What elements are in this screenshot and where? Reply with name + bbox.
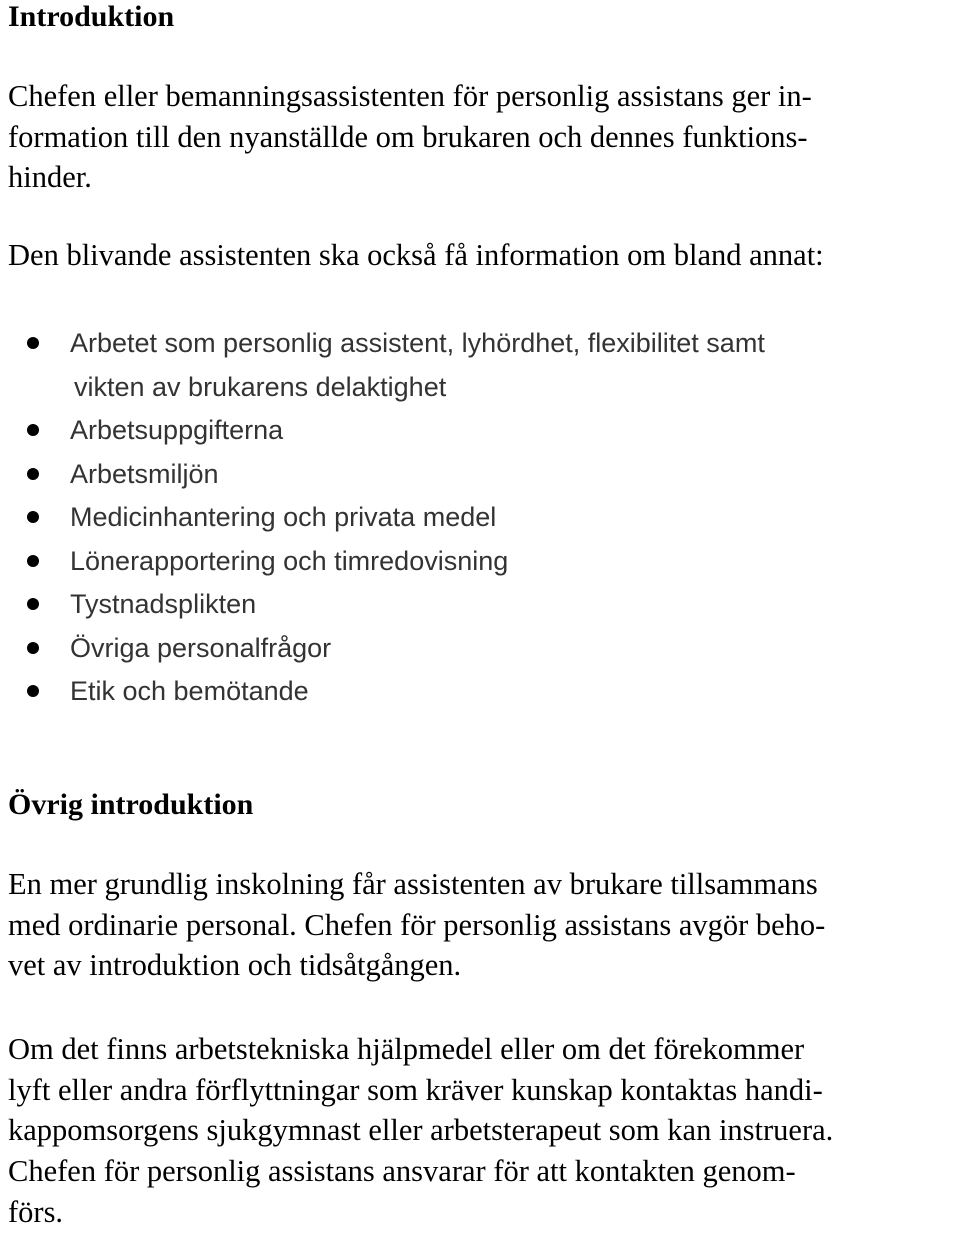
bullet-icon (27, 468, 39, 480)
text-line: med ordinarie personal. Chefen för personlig assistans avgör beho- (8, 907, 826, 942)
other-paragraph-1 (8, 864, 958, 986)
topic-list (0, 322, 960, 714)
text-line: formation till den nyanställde om brukaren och dennes funktions- (8, 119, 808, 154)
text-line: Arbetet som personlig assistent, lyhördhet, flexibilitet samt (70, 328, 765, 358)
heading-ovrig-introduktion: Övrig introduktion (8, 788, 254, 821)
list-item (0, 583, 960, 627)
list-item (0, 322, 960, 409)
list-item-text: Arbetsuppgifterna (70, 415, 284, 445)
intro-paragraph-1 (8, 76, 958, 198)
list-item-text: Tystnadsplikten (70, 589, 257, 619)
text-line: vikten av brukarens delaktighet (74, 371, 447, 402)
heading-introduktion: Introduktion (8, 0, 175, 33)
bullet-icon (27, 685, 39, 697)
list-item (0, 670, 960, 714)
text-line: En mer grundlig inskolning får assistenten av brukare tillsammans (8, 867, 818, 901)
list-item (0, 409, 960, 453)
text-line: förs. (8, 1194, 64, 1229)
text-line: Chefen eller bemanningsassistenten för personlig assistans ger in- (8, 79, 812, 113)
bullet-icon (27, 337, 39, 349)
text-line: kappomsorgens sjukgymnast eller arbetsterapeut som kan instruera. (8, 1113, 834, 1148)
intro-paragraph-2 (8, 235, 958, 276)
bullet-icon (27, 598, 39, 610)
text-line: hinder. (8, 160, 92, 195)
text-line: vet av introduktion och tidsåtgången. (8, 948, 462, 983)
other-paragraph-2 (8, 1029, 958, 1233)
text-line: Den blivande assistenten ska också få information om bland annat: (8, 238, 824, 272)
text-line: Om det finns arbetstekniska hjälpmedel eller om det förekommer (8, 1032, 805, 1066)
list-item (0, 496, 960, 540)
list-item-text (70, 322, 765, 409)
bullet-icon (27, 424, 39, 436)
list-item (0, 453, 960, 497)
bullet-icon (27, 511, 39, 523)
list-item (0, 627, 960, 671)
list-item-text: Etik och bemötande (70, 676, 309, 706)
list-item (0, 540, 960, 584)
list-item-text: Lönerapportering och timredovisning (70, 545, 509, 576)
text-line: lyft eller andra förflyttningar som kräver kunskap kontaktas handi- (8, 1072, 823, 1107)
bullet-icon (27, 555, 39, 567)
list-item-text: Arbetsmiljön (70, 458, 219, 489)
list-item-text: Medicinhantering och privata medel (70, 502, 497, 532)
bullet-icon (27, 642, 39, 654)
text-line: Chefen för personlig assistans ansvarar för att kontakten genom- (8, 1154, 796, 1189)
list-item-text: Övriga personalfrågor (70, 632, 332, 663)
